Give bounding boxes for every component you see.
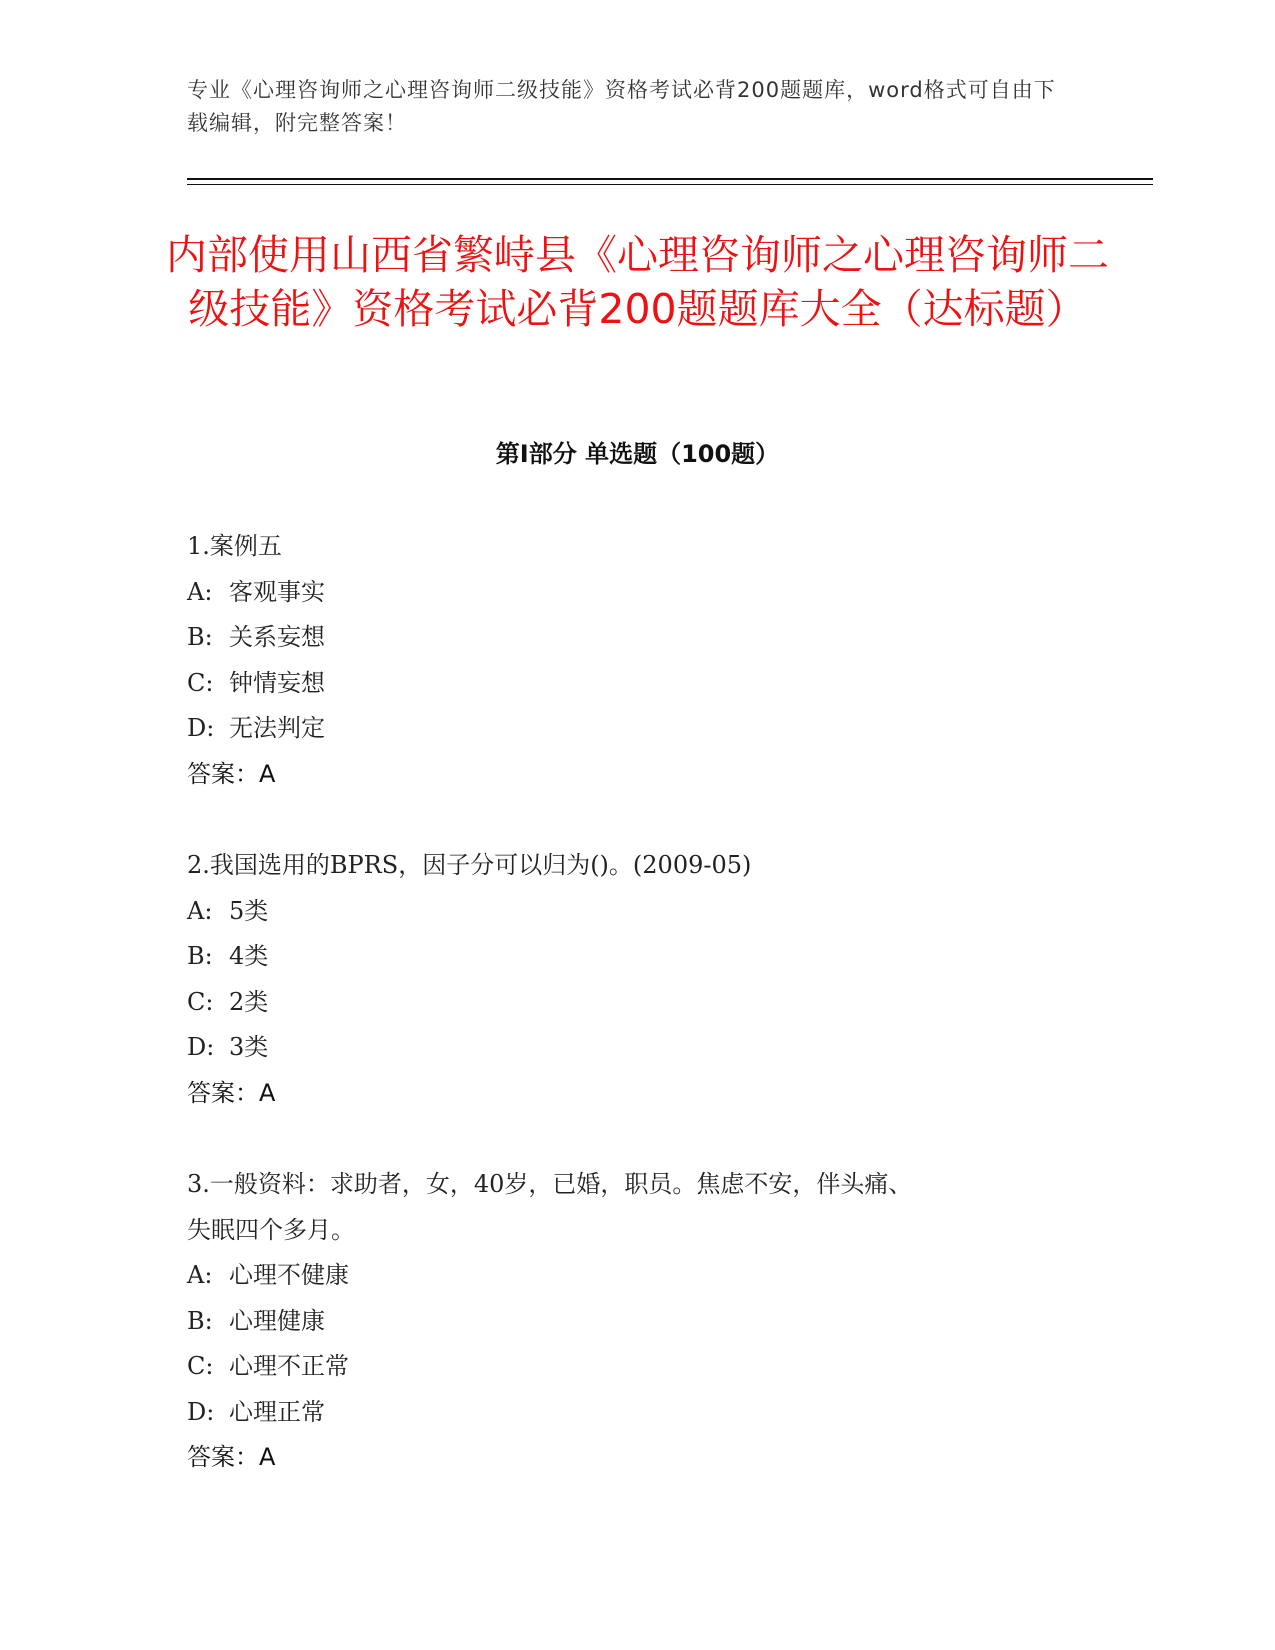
header-divider-thick	[187, 178, 1153, 180]
option-a	[187, 889, 1067, 935]
option-text: 心理健康	[229, 1306, 325, 1335]
option-c	[187, 1344, 1067, 1390]
question-stem: 1.案例五	[187, 532, 282, 560]
question-2	[187, 843, 1067, 1116]
document-title: 内部使用山西省繁峙县《心理咨询师之心理咨询师二级技能》资格考试必背200题题库大全（达标题）	[166, 231, 1109, 333]
option-b	[187, 615, 1067, 661]
answer-line: 答案：A	[187, 1443, 276, 1471]
question-stem-line-2: 失眠四个多月。	[187, 1215, 355, 1244]
option-letter: A:	[187, 577, 213, 606]
option-a	[187, 1253, 1067, 1299]
option-text: 4类	[229, 942, 269, 970]
option-c	[187, 980, 1067, 1026]
option-letter: A:	[187, 1261, 213, 1289]
answer-line: 答案：A	[187, 1078, 276, 1107]
option-text: 关系妄想	[229, 623, 325, 651]
option-text: 客观事实	[229, 577, 325, 606]
option-letter: B:	[187, 942, 213, 970]
option-text: 心理不正常	[229, 1352, 349, 1380]
option-letter: D:	[187, 1033, 215, 1061]
question-1	[187, 524, 1067, 797]
header-note: 专业《心理咨询师之心理咨询师二级技能》资格考试必背200题题库，word格式可自由下载编辑，附完整答案！	[187, 78, 1056, 135]
question-stem-line-1: 3.一般资料：求助者，女，40岁，已婚，职员。焦虑不安，伴头痛、	[187, 1170, 913, 1198]
option-text: 2类	[229, 987, 269, 1016]
option-letter: C:	[187, 1352, 214, 1380]
option-letter: B:	[187, 1306, 213, 1335]
option-letter: C:	[187, 987, 214, 1016]
option-letter: A:	[187, 896, 213, 925]
option-letter: D:	[187, 1397, 215, 1426]
option-text: 钟情妄想	[229, 668, 325, 697]
option-letter: C:	[187, 668, 214, 697]
option-text: 无法判定	[229, 714, 325, 742]
option-text: 5类	[229, 896, 269, 925]
option-c	[187, 661, 1067, 707]
option-b	[187, 934, 1067, 980]
option-text: 心理正常	[229, 1397, 325, 1426]
header-divider-thin	[187, 184, 1153, 185]
question-stem: 2.我国选用的BPRS，因子分可以归为()。(2009-05)	[187, 851, 752, 879]
option-text: 心理不健康	[229, 1261, 349, 1289]
option-d	[187, 1025, 1067, 1071]
answer-line: 答案：A	[187, 759, 276, 788]
option-a	[187, 570, 1067, 616]
option-letter: D:	[187, 714, 215, 742]
option-d	[187, 1390, 1067, 1436]
section-heading: 第Ⅰ部分 单选题（100题）	[495, 440, 780, 468]
option-text: 3类	[229, 1033, 269, 1061]
question-3	[187, 1162, 1067, 1481]
option-b	[187, 1299, 1067, 1345]
option-letter: B:	[187, 623, 213, 651]
option-d	[187, 706, 1067, 752]
